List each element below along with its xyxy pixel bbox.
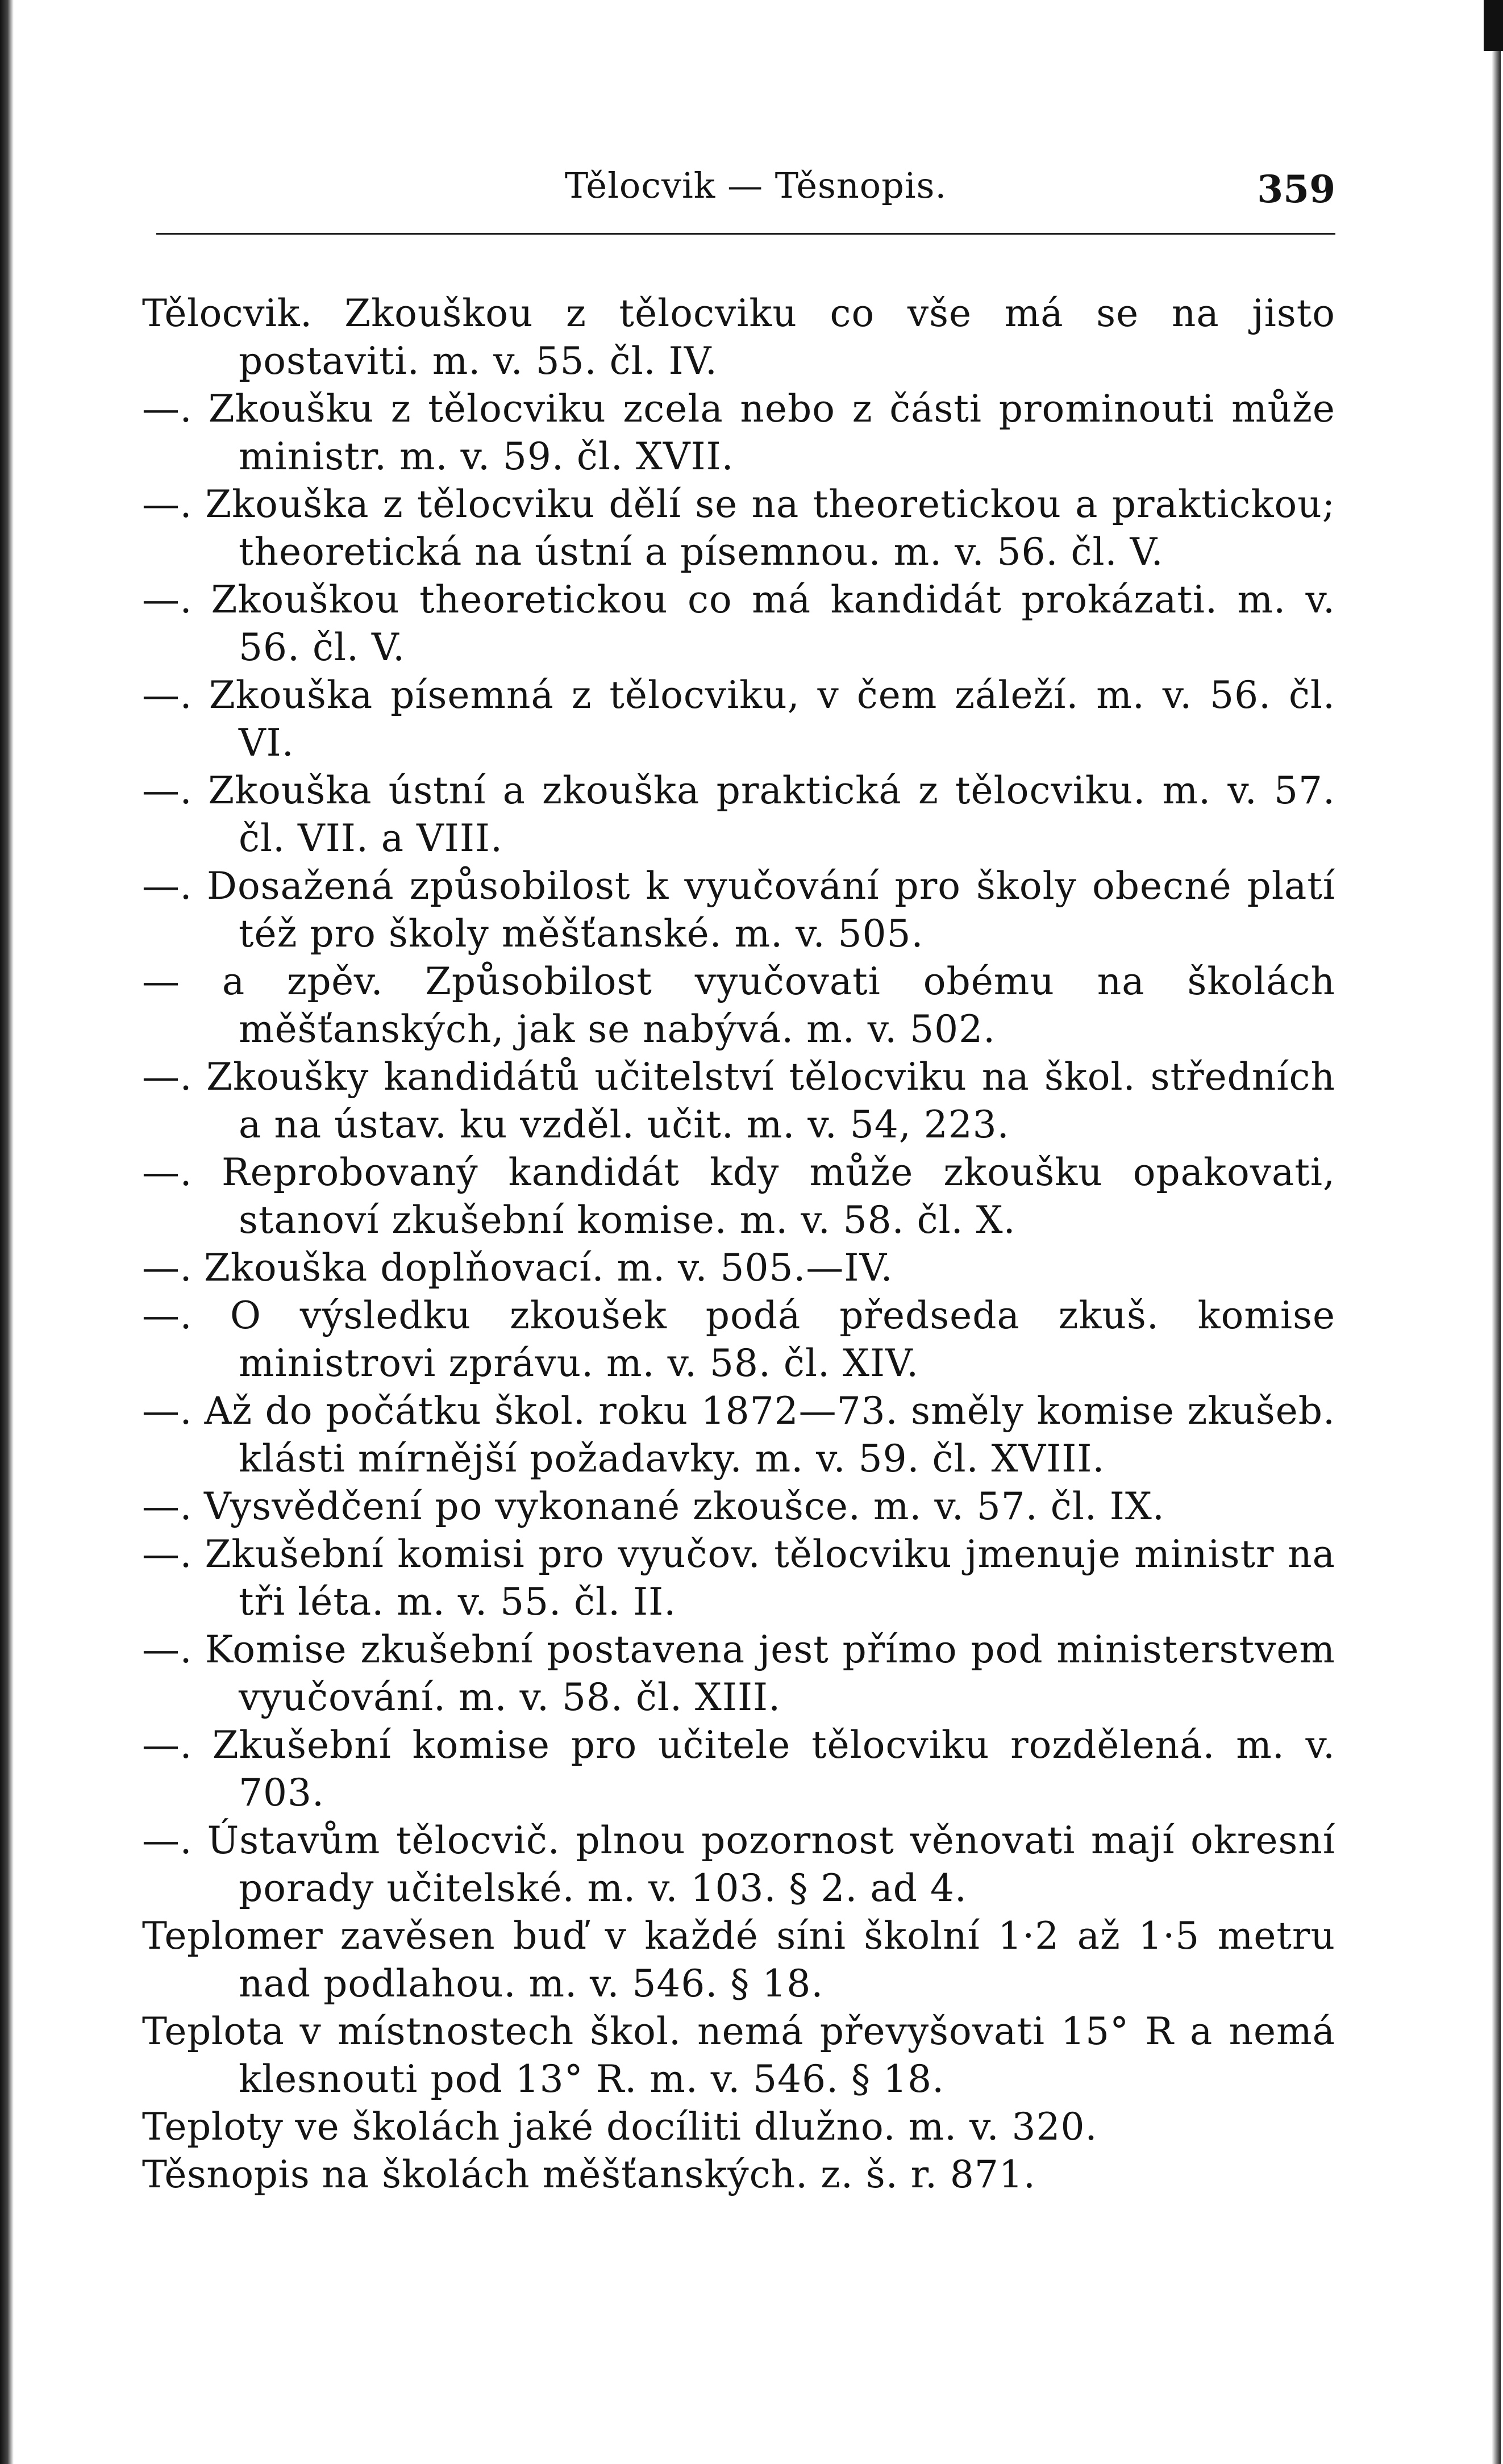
running-title: Tělocvik — Těsnopis.	[564, 165, 947, 206]
index-entry	[142, 1626, 1335, 1721]
entry-lead: —.	[142, 1055, 192, 1099]
entry-lead: Těsnopis	[142, 2153, 310, 2196]
entry-lead: —.	[142, 387, 192, 431]
entry-text: zavěsen buď v každé síni školní 1·2 až 1·5 metru nad podlahou. m. v. 546. § 18.	[239, 1914, 1335, 2006]
entry-text: Vysvědčení po vykonané zkoušce. m. v. 57. čl. IX.	[203, 1485, 1165, 1528]
entry-text: Až do počátku škol. roku 1872—73. směly komise zkušeb. klásti mírnější požadavky. m. v. 59. čl. XVIII.	[204, 1389, 1335, 1481]
index-entry	[142, 767, 1335, 862]
index-entry	[142, 1244, 1335, 1292]
entry-lead: Teplomer	[142, 1914, 323, 1958]
entry-text: Zkušební komise pro učitele tělocviku rozdělená. m. v. 703.	[212, 1723, 1335, 1815]
entry-lead: Teplota	[142, 2009, 285, 2053]
entry-lead: —.	[142, 578, 192, 622]
entry-lead: —.	[142, 673, 192, 717]
entry-text: na školách měšťanských. z. š. r. 871.	[322, 2153, 1036, 2196]
index-entry	[142, 2151, 1335, 2199]
index-entry	[142, 958, 1335, 1053]
index-entries	[142, 290, 1335, 2199]
entry-text: Zkouška doplňovací. m. v. 505.—IV.	[203, 1246, 893, 1290]
index-entry	[142, 1817, 1335, 1912]
index-entry	[142, 481, 1335, 576]
entry-text: Zkouška z tělocviku dělí se na theoretickou a praktickou; theoretická na ústní a písemnou. m. v. 56. čl. V.	[205, 482, 1335, 574]
entry-lead: —.	[142, 1389, 192, 1433]
entry-lead: Teploty	[142, 2105, 284, 2149]
entry-text: Zkoušku z tělocviku zcela nebo z části prominouti může ministr. m. v. 59. čl. XVII.	[208, 387, 1335, 478]
entry-text: v místnostech škol. nemá převyšovati 15° R a nemá klesnouti pod 13° R. m. v. 546. § 18.	[239, 2009, 1335, 2101]
entry-text: Zkouškou theoretickou co má kandidát prokázati. m. v. 56. čl. V.	[211, 578, 1335, 669]
entry-lead: —.	[142, 482, 192, 526]
entry-lead: —.	[142, 1485, 192, 1528]
index-entry	[142, 672, 1335, 767]
scan-edge-right	[1492, 0, 1501, 2464]
entry-text: ve školách jaké docíliti dlužno. m. v. 320.	[295, 2105, 1098, 2149]
index-entry	[142, 1531, 1335, 1626]
entry-text: Způsobilost vyučovati obému na školách měšťanských, jak se nabývá. m. v. 502.	[239, 960, 1336, 1051]
entry-text: Zkušební komisi pro vyučov. tělocviku jmenuje ministr na tři léta. m. v. 55. čl. II.	[205, 1532, 1336, 1624]
entry-lead: —.	[142, 864, 192, 908]
entry-lead: —.	[142, 1532, 192, 1576]
entry-text: Zkouška ústní a zkouška praktická z tělocviku. m. v. 57. čl. VII. a VIII.	[208, 769, 1336, 860]
index-entry	[142, 1912, 1335, 2008]
entry-text: O výsledku zkoušek podá předseda zkuš. komise ministrovi zprávu. m. v. 58. čl. XIV.	[230, 1294, 1336, 1385]
entry-lead: Tělocvik.	[142, 291, 313, 335]
index-entry	[142, 2103, 1335, 2151]
index-entry	[142, 1149, 1335, 1244]
index-entry	[142, 862, 1335, 958]
index-entry	[142, 1053, 1335, 1149]
book-page	[142, 153, 1335, 2199]
index-entry	[142, 1292, 1335, 1387]
entry-lead: —.	[142, 1294, 192, 1337]
header-rule	[156, 233, 1335, 235]
entry-lead: —.	[142, 1819, 192, 1862]
index-entry	[142, 1387, 1335, 1483]
entry-text: Zkouška písemná z tělocviku, v čem záleží. m. v. 56. čl. VI.	[209, 673, 1335, 765]
entry-text: Zkouškou z tělocviku co vše má se na jisto postaviti. m. v. 55. čl. IV.	[239, 291, 1336, 383]
index-entry	[142, 1483, 1335, 1531]
entry-lead: —.	[142, 1723, 192, 1767]
entry-lead: — a zpěv.	[142, 960, 384, 1003]
scan-edge-corner	[1484, 0, 1503, 51]
entry-text: Dosažená způsobilost k vyučování pro školy obecné platí též pro školy měšťanské. m. v. 505.	[207, 864, 1335, 956]
entry-lead: —.	[142, 769, 192, 812]
entry-lead: —.	[142, 1246, 192, 1290]
index-entry	[142, 385, 1335, 481]
page-number: 359	[1257, 167, 1335, 211]
running-head	[142, 153, 1335, 210]
index-entry	[142, 290, 1335, 385]
entry-lead: —.	[142, 1150, 192, 1194]
index-entry	[142, 1721, 1335, 1817]
entry-text: Ústavům tělocvič. plnou pozornost věnovati mají okresní porady učitelské. m. v. 103. § 2. ad 4.	[207, 1819, 1335, 1910]
index-entry	[142, 576, 1335, 672]
entry-text: Reprobovaný kandidát kdy může zkoušku opakovati, stanoví zkušební komise. m. v. 58. čl. X.	[221, 1150, 1335, 1242]
entry-text: Zkoušky kandidátů učitelství tělocviku na škol. středních a na ústav. ku vzděl. učit. m. v. 54, 223.	[206, 1055, 1336, 1146]
entry-lead: —.	[142, 1628, 192, 1671]
scan-edge-left	[0, 0, 14, 2464]
index-entry	[142, 2008, 1335, 2103]
entry-text: Komise zkušební postavena jest přímo pod ministerstvem vyučování. m. v. 58. čl. XIII.	[205, 1628, 1335, 1719]
